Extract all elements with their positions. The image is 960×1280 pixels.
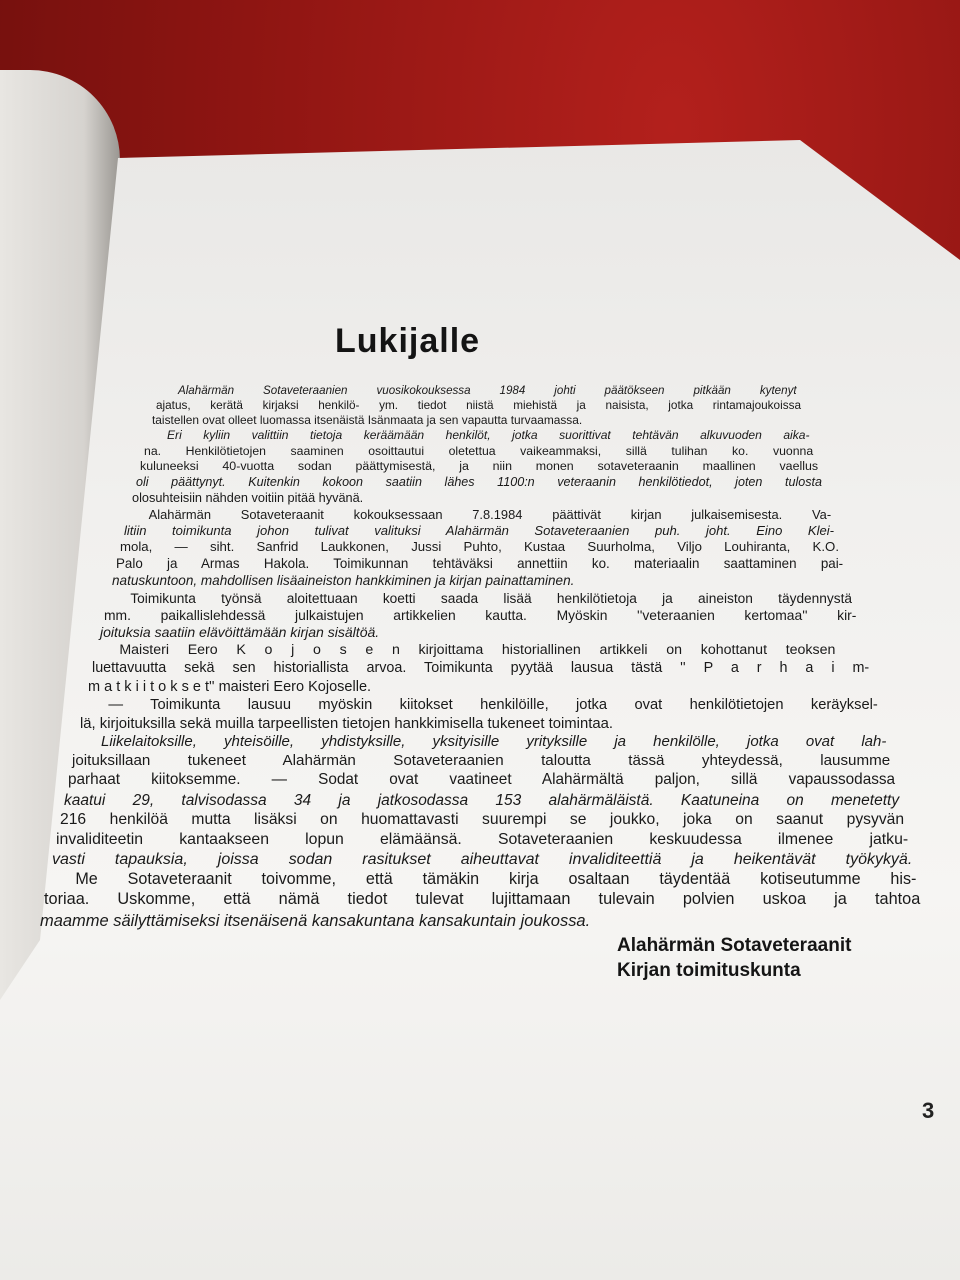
- body-line: kuluneeksi 40-vuotta sodan päättymisestä, ja niin monen sotaveteraanin maallinen vaellus: [140, 459, 819, 474]
- body-line: ajatus, kerätä kirjaksi henkilö- ym. tiedot niistä miehistä ja naisista, jotka rintamajoukoissa: [156, 398, 801, 412]
- page-title: Lukijalle: [335, 322, 481, 360]
- body-line: joituksillaan tukeneet Alahärmän Sotaveteraanien taloutta tässä yhteydessä, lausumme: [72, 752, 891, 770]
- body-line: Alahärmän Sotaveteraanien vuosikokouksessa 1984 johti päätökseen pitkään kytenyt: [178, 384, 797, 397]
- body-line: parhaat kiitoksemme. — Sodat ovat vaatineet Alahärmältä paljon, sillä vapaussodassa: [68, 771, 896, 789]
- body-line: toriaa. Uskomme, että nämä tiedot tulevat lujittamaan tulevain polvien uskoa ja tahtoa: [44, 890, 921, 909]
- body-line: mola, — siht. Sanfrid Laukkonen, Jussi Puhto, Kustaa Suurholma, Viljo Louhiranta, K.O.: [120, 539, 840, 555]
- body-line: Liikelaitoksille, yhteisöille, yhdistyksille, yksityisille yrityksille ja henkilölle, jotka ovat lah-: [101, 733, 887, 751]
- body-line: litiin toimikunta johon tulivat valituksi Alahärmän Sotaveteraanien puh. joht. Eino Klei-: [124, 522, 835, 538]
- page-number: 3: [922, 1098, 935, 1123]
- body-line: joituksia saatiin elävöittämään kirjan sisältöä.: [100, 624, 380, 641]
- body-line: m a t k i i t o k s e t'' maisteri Eero Kojoselle.: [88, 678, 372, 695]
- body-line: Toimikunta työnsä aloitettuaan koetti saada lisää henkilötietoja ja aineiston täydennystä: [130, 590, 853, 606]
- body-line: lä, kirjoituksilla sekä muilla tarpeellisten tietojen hankkimisella tukeneet toimintaa.: [80, 715, 613, 732]
- body-line: 216 henkilöä mutta lisäksi on huomattavasti suurempi se joukko, joka on saanut pysyvän: [60, 811, 905, 829]
- body-line: vasti tapauksia, joissa sodan rasitukset aiheuttavat invaliditeettiä ja heikentävät työkykyä.: [52, 850, 913, 868]
- body-line: Eri kyliin valittiin tietoja keräämään henkilöt, jotka suorittivat tehtävän alkuvuoden aika-: [167, 428, 810, 443]
- body-line: Palo ja Armas Hakola. Toimikunnan tehtäväksi annettiin ko. materiaalin saattaminen pai-: [116, 555, 844, 571]
- body-line: Me Sotaveteraanit toivomme, että tämäkin kirja osaltaan täydentää kotiseutumme his-: [75, 869, 917, 888]
- body-line: oli päättynyt. Kuitenkin kokoon saatiin lähes 1100:n veteraanin henkilötiedot, joten tulosta: [136, 474, 823, 489]
- body-line: olosuhteisiin nähden voitiin pitää hyvänä.: [132, 490, 364, 506]
- body-line: kaatui 29, talvisodassa 34 ja jatkosodassa 153 alahärmäläistä. Kaatuneina on menetetty: [64, 791, 900, 809]
- body-line: luettavuutta sekä sen historiallista arvoa. Toimikunta pyytää lausua tästä '' P a r h a i m-: [92, 659, 870, 676]
- signature-line-2: Kirjan toimituskunta: [617, 960, 801, 981]
- body-line: na. Henkilötietojen saaminen osoittautui oletettua vaikeammaksi, sillä tulihan ko. vuonna: [144, 443, 814, 458]
- body-line: Maisteri Eero K o j o s e n kirjoittama historiallinen artikkeli on kohottanut teoksen: [119, 642, 836, 659]
- body-line: invaliditeetin kantaakseen lopun elämäänsä. Sotaveteraanien keskuudessa ilmenee jatku-: [56, 830, 909, 848]
- body-line: — Toimikunta lausuu myöskin kiitokset henkilöille, jotka ovat henkilötietojen keräyksel-: [108, 697, 878, 714]
- body-line: mm. paikallislehdessä julkaistujen artikkelien kautta. Myöskin ''veteraanien kertomaa'' kir-: [104, 606, 857, 623]
- body-line: taistellen ovat olleet luomassa itsenäistä Isänmaata ja sen vapautta turvaamassa.: [152, 413, 583, 428]
- signature-line-1: Alahärmän Sotaveteraanit: [617, 935, 852, 956]
- body-line: maamme säilyttämiseksi itsenäisenä kansakuntana kansakuntain joukossa.: [40, 911, 591, 930]
- body-line: Alahärmän Sotaveteraanit kokouksessaan 7.8.1984 päättivät kirjan julkaisemisesta. Va-: [148, 506, 832, 522]
- body-line: natuskuntoon, mahdollisen lisäaineiston hankkiminen ja kirjan painattaminen.: [112, 572, 575, 588]
